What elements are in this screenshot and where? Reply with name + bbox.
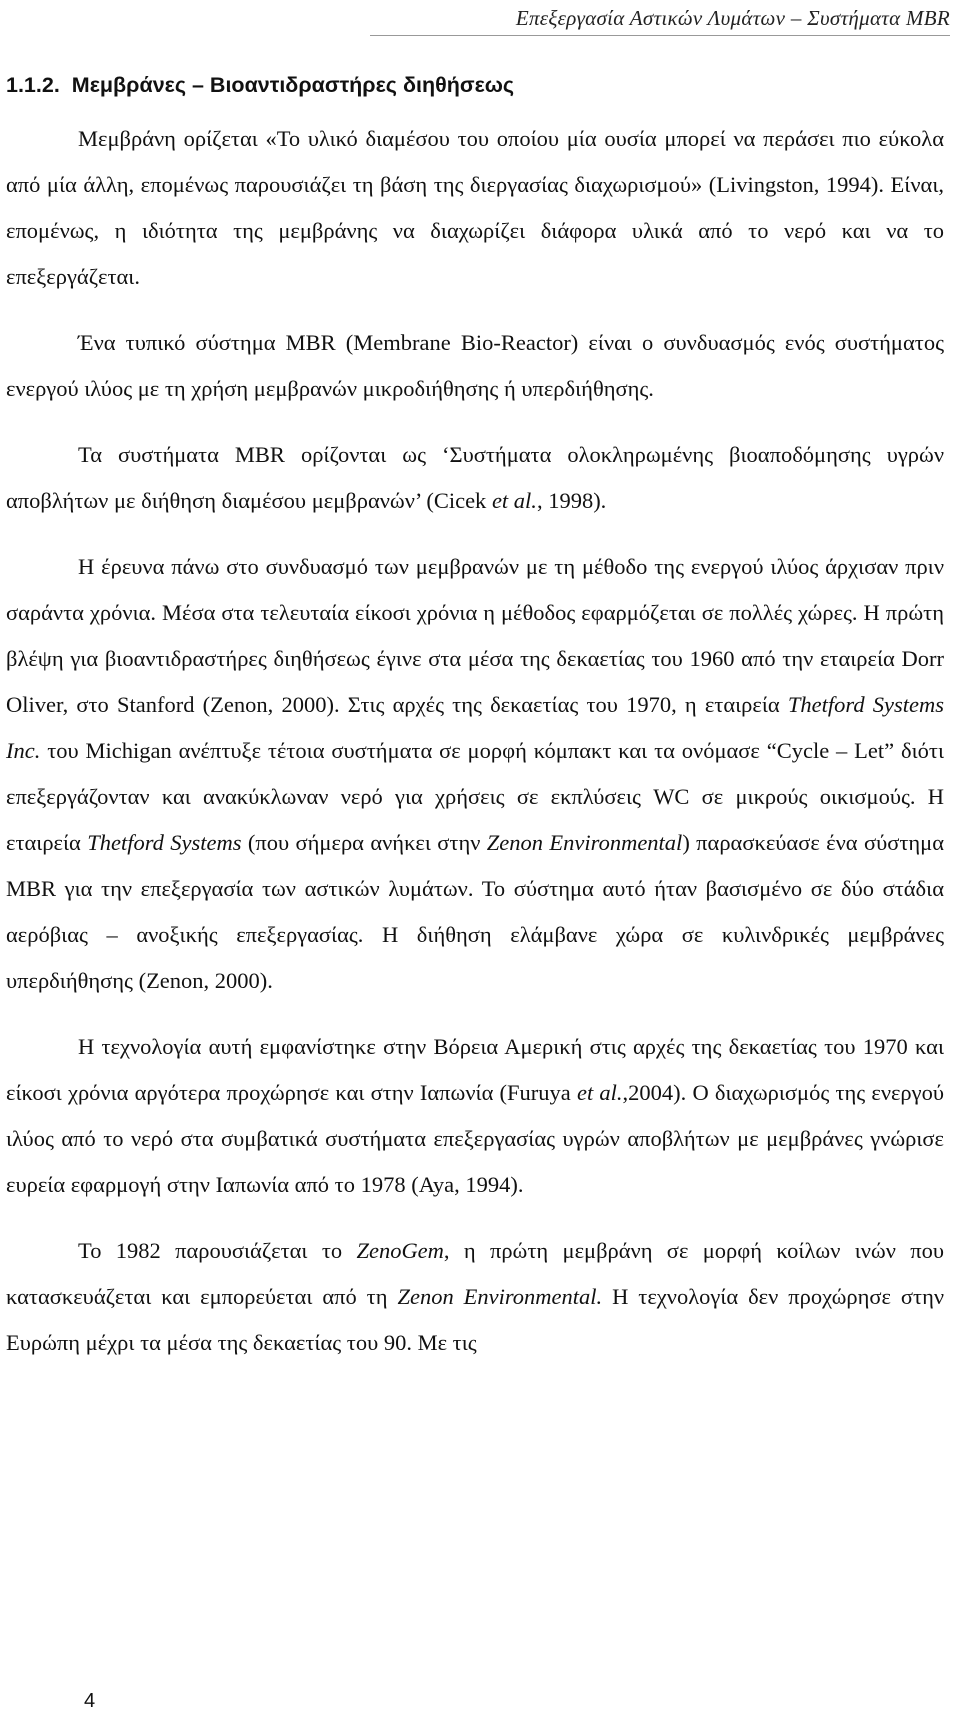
paragraph-text: Το 1982 παρουσιάζεται το: [78, 1238, 357, 1263]
paragraph-text: , 1998).: [536, 488, 607, 513]
paragraph-text: ) παρασκεύασε ένα σύστημα MBR για την επεξεργασία των αστικών λυμάτων. Το σύστημα αυτό ήταν βασισμένο σε δύο στάδια αερόβιας – ανοξικής επεξεργασίας. Η διήθηση ελάμβανε χώρα σε κυλινδρικές μεμβράνες υπερδιήθησης (Zenon, 2000).: [6, 830, 944, 993]
document-body: [6, 62, 944, 1386]
paragraph-5: [6, 1024, 944, 1208]
paragraph-text: Η έρευνα πάνω στο συνδυασμό των μεμβρανών με τη μέθοδο της ενεργού ιλύος άρχισαν πριν σαράντα χρόνια. Μέσα στα τελευταία είκοσι χρόνια η μέθοδος εφαρμόζεται σε πολλές χώρες. Η πρώτη βλέψη για βιοαντιδραστήρες διηθήσεως έγινε στα μέσα της δεκαετίας του 1960 από την εταιρεία Dorr Oliver, στο Stanford (Zenon, 2000). Στις αρχές της δεκαετίας του 1970, η εταιρεία: [6, 554, 944, 717]
citation-italic: et al.: [576, 1080, 623, 1105]
company-name-italic: Thetford Systems Inc.: [6, 692, 944, 763]
product-name-italic: ZenoGem: [356, 1238, 444, 1263]
section-title: Μεμβράνες – Βιοαντιδραστήρες διηθήσεως: [71, 73, 515, 97]
company-name-italic: Zenon Environmental.: [397, 1284, 603, 1309]
paragraph-text: , η πρώτη μεμβράνη σε μορφή κοίλων ινών που κατασκευάζεται και εμπορεύεται από τη: [6, 1238, 944, 1309]
paragraph-text: Ένα τυπικό σύστημα MBR (Membrane Bio-Reactor) είναι ο συνδυασμός ενός συστήματος ενεργού ιλύος με τη χρήση μεμβρανών μικροδιήθησης ή υπερδιήθησης.: [6, 330, 944, 401]
paragraph-6: [6, 1228, 944, 1366]
citation-italic: et al.: [491, 488, 537, 513]
paragraph-text: (που σήμερα ανήκει στην: [241, 830, 487, 855]
running-header: Επεξεργασία Αστικών Λυμάτων – Συστήματα MBR: [370, 6, 950, 36]
page-number: 4: [84, 1690, 96, 1712]
paragraph-2: [6, 320, 944, 412]
company-name-italic: Zenon Environmental: [486, 830, 683, 855]
paragraph-text: ,2004). Ο διαχωρισμός της ενεργού ιλύος από το νερό στα συμβατικά συστήματα επεξεργασίας υγρών αποβλήτων με μεμβράνες γνώρισε ευρεία εφαρμογή στην Ιαπωνία από το 1978 (Aya, 1994).: [6, 1080, 944, 1197]
paragraph-text: Τα συστήματα MBR ορίζονται ως ‘Συστήματα ολοκληρωμένης βιοαποδόμησης υγρών αποβλήτων με διήθηση διαμέσου μεμβρανών’ (Cicek: [6, 442, 944, 513]
paragraph-text: Η τεχνολογία δεν προχώρησε στην Ευρώπη μέχρι τα μέσα της δεκαετίας του 90. Με τις: [6, 1284, 945, 1355]
paragraph-3: [6, 432, 944, 524]
paragraph-1: [6, 116, 944, 300]
paragraph-4: [6, 544, 944, 1004]
paragraph-text: Μεμβράνη ορίζεται «Το υλικό διαμέσου του οποίου μία ουσία μπορεί να περάσει πιο εύκολα από μία άλλη, επομένως παρουσιάζει τη βάση της διεργασίας διαχωρισμού» (Livingston, 1994). Είναι, επομένως, η ιδιότητα της μεμβράνης να διαχωρίζει διάφορα υλικά από το νερό και να το επεξεργάζεται.: [6, 126, 944, 289]
company-name-italic: Thetford Systems: [87, 830, 242, 855]
paragraph-text: Η τεχνολογία αυτή εμφανίστηκε στην Βόρεια Αμερική στις αρχές της δεκαετίας του 1970 και είκοσι χρόνια αργότερα προχώρησε και στην Ιαπωνία (Furuya: [6, 1034, 944, 1105]
section-heading: [6, 62, 944, 108]
paragraph-text: του Michigan ανέπτυξε τέτοια συστήματα σε μορφή κόμπακτ και τα ονόμασε “Cycle – Let” διότι επεξεργάζονταν και ανακύκλωναν νερό για χρήσεις σε εκπλύσεις WC σε μικρούς οικισμούς. Η εταιρεία: [6, 738, 944, 855]
section-number: 1.1.2.: [6, 73, 60, 97]
